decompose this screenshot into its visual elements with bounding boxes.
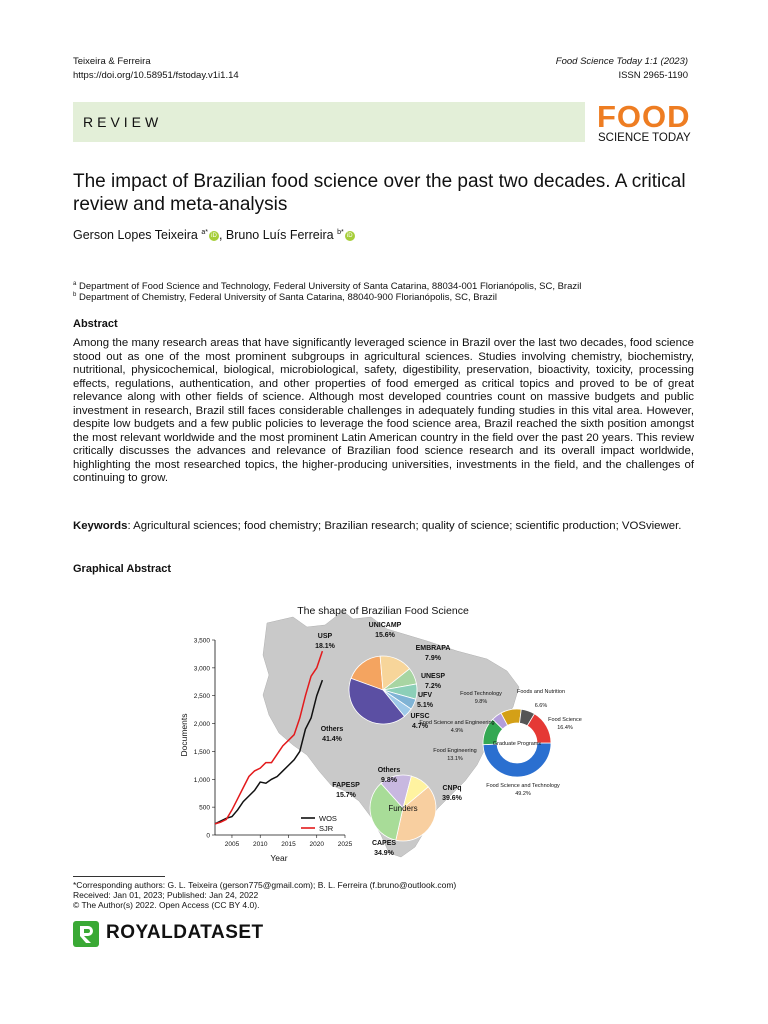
program-pct-fn: 6.6%: [534, 703, 548, 709]
pie-label-usp: USP: [317, 633, 333, 640]
author-line: Gerson Lopes Teixeira $^{a*}$ iD , Bruno Luís Ferreira $^{b*}$ iD: [73, 228, 355, 242]
pie-pct-usp: 18.1%: [315, 643, 335, 650]
x-tick-label: 2015: [281, 841, 296, 848]
funder-label-cnpq: CNPq: [442, 785, 462, 792]
doi-link[interactable]: https://doi.org/10.58951/fstoday.v1i1.14: [73, 70, 239, 81]
x-axis-label: Year: [270, 853, 288, 863]
funder-label-others: Others: [377, 767, 401, 774]
affiliation-a: $^a$ Department of Food Science and Technology, Federal University of Santa Catarina, 88034-001 Florianópolis, SC, Brazil: [73, 281, 582, 293]
pie-pct-ufsc: 4.7%: [412, 723, 428, 730]
keywords-label: Keywords: [73, 520, 128, 532]
running-authors: Teixeira & Ferreira: [73, 56, 151, 67]
legend-sjr: SJR: [319, 824, 334, 833]
y-tick-label: 2,000: [193, 721, 210, 729]
y-ticks: [194, 638, 215, 840]
publisher-logo-icon: [73, 921, 99, 947]
x-tick-label: 2005: [224, 841, 240, 848]
pie-pct-embrapa: 7.9%: [425, 655, 441, 662]
author-affil-marker: b*: [337, 228, 344, 236]
program-label-ft: Food Technology: [460, 691, 502, 697]
abstract-text: Among the many research areas that have significantly leveraged science in Brazil over the last two decades, food science stood out as one of the most prominent subgroups in agricultural sciences. Studies involving chemistry, biochemistry, nutritional, physicochemical, biological, microbiological, safety, digestibility, preservation, bioactivity, toxicity, processing effects, regulations, authentication, and other properties of food emerged as critical topics and proved to be of great relevance along with other fields of science. Although most developed countries count on massive budgets and public investment in research, Brazil still faces considerable challenges in adequately funding studies in this vital area. However, despite low budgets and a few public policies to leverage the food science area, Brazil reached the sixth position amongst the most relevant worldwide and the most prominent Latin American country in the field over the past 20 years. This review critically discusses the advances and relevance of Brazilian food science research and its overall impact worldwide, highlighting the most researched topics, the higher-producing universities, investments in the field, and the challenges of continuing to grow.: [73, 337, 694, 484]
program-slice: [483, 743, 551, 777]
author-name: Gerson Lopes Teixeira: [73, 228, 198, 242]
publisher-name: ROYALDATASET: [106, 922, 264, 943]
legend-wos: WOS: [319, 814, 337, 823]
footnote-rule: [73, 876, 165, 877]
issn: ISSN 2965-1190: [618, 70, 688, 81]
author-name: Bruno Luís Ferreira: [225, 228, 334, 242]
article-type-label: REVIEW: [83, 114, 163, 130]
funder-label-fapesp: FAPESP: [332, 782, 360, 789]
universities-pie: [349, 656, 417, 724]
pie-label-unicamp: UNICAMP: [368, 622, 402, 629]
abstract-heading: Abstract: [73, 318, 118, 330]
pie-label-others: Others: [320, 726, 344, 733]
orcid-icon[interactable]: iD: [209, 231, 219, 241]
affiliation-b: $^b$ Department of Chemistry, Federal University of Santa Catarina, 88040-900 Florianópolis, SC, Brazil: [73, 292, 497, 304]
program-pct-fs: 16.4%: [557, 725, 573, 731]
dates: Received: Jan 01, 2023; Published: Jan 24, 2022: [73, 890, 259, 900]
article-title: The impact of Brazilian food science over the past two decades. A critical review and meta-analysis: [73, 171, 686, 215]
x-tick-label: 2020: [309, 841, 324, 848]
y-tick-label: 0: [206, 832, 210, 840]
pie-label-unesp: UNESP: [420, 673, 446, 680]
pie-label-ufv: UFV: [418, 692, 432, 699]
program-label-fst: Food Science and Technology: [486, 783, 560, 789]
journal-logo-word: FOOD: [597, 99, 691, 134]
author-affil-marker: a*: [201, 228, 208, 236]
keywords-text: : Agricultural sciences; food chemistry; Brazilian research; quality of science; scientific production; VOSviewer.: [127, 520, 682, 532]
program-pct-ft: 9.8%: [474, 699, 488, 705]
y-tick-label: 1,000: [193, 776, 210, 784]
funder-pct-others: 9.8%: [381, 777, 397, 784]
x-tick-label: 2025: [337, 841, 353, 848]
keywords: [73, 519, 694, 533]
program-label-fs: Food Science: [548, 717, 582, 723]
x-ticks: [225, 835, 353, 848]
pie-pct-ufv: 5.1%: [417, 702, 433, 709]
graphical-abstract: [175, 595, 700, 865]
program-pct-fst: 49.2%: [515, 791, 531, 797]
y-axis-label: Documents: [179, 713, 189, 757]
programs-center-label: Graduate Programs: [492, 741, 542, 747]
corresponding-authors: *Corresponding authors: G. L. Teixeira (gerson775@gmail.com); B. L. Ferreira (f.bruno@outlook.com): [73, 880, 457, 890]
pie-pct-unesp: 7.2%: [425, 683, 441, 690]
ga-title: The shape of Brazilian Food Science: [297, 605, 469, 617]
funder-label-capes: CAPES: [371, 840, 397, 847]
pie-label-embrapa: EMBRAPA: [415, 645, 451, 652]
program-pct-fse: 4.9%: [450, 728, 464, 734]
pie-pct-unicamp: 15.6%: [375, 632, 395, 639]
y-tick-label: 1,500: [193, 748, 210, 756]
y-tick-label: 2,500: [193, 693, 210, 701]
program-label-fn: Foods and Nutrition: [517, 689, 565, 695]
x-tick-label: 2010: [252, 841, 268, 848]
funder-pct-fapesp: 15.7%: [336, 792, 356, 799]
orcid-icon[interactable]: iD: [345, 231, 355, 241]
license: © The Author(s) 2022. Open Access (CC BY 4.0).: [73, 900, 260, 910]
funder-pct-cnpq: 39.6%: [442, 795, 462, 802]
pie-label-ufsc: UFSC: [410, 713, 430, 720]
y-tick-label: 3,500: [193, 637, 210, 645]
journal-citation: Food Science Today 1:1 (2023): [555, 56, 688, 67]
program-pct-fe: 13.1%: [447, 756, 463, 762]
program-label-fse: Food Science and Engineering: [419, 720, 495, 726]
journal-logo-sub: SCIENCE TODAY: [598, 132, 691, 144]
program-label-fe: Food Engineering: [433, 748, 477, 754]
graphical-abstract-heading: Graphical Abstract: [73, 563, 172, 575]
article-type-band: [73, 102, 585, 142]
funders-center-label: Funders: [388, 804, 418, 813]
funder-pct-capes: 34.9%: [374, 850, 394, 857]
y-tick-label: 500: [199, 804, 210, 812]
y-tick-label: 3,000: [193, 665, 210, 673]
pie-pct-others: 41.4%: [322, 736, 342, 743]
